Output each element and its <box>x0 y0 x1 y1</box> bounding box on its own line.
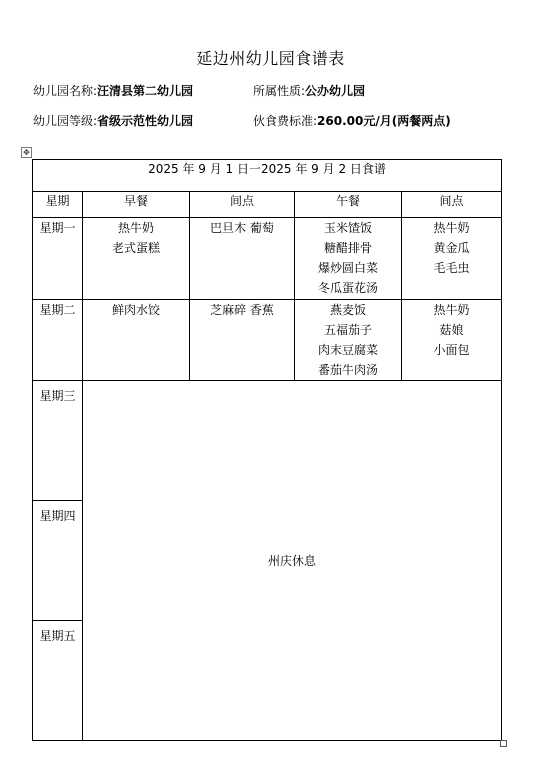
header-breakfast: 早餐 <box>83 192 190 218</box>
menu-item: 番茄牛肉汤 <box>317 363 378 377</box>
header-snack-afternoon: 间点 <box>402 192 502 218</box>
day-cell <box>33 300 83 381</box>
menu-item: 老式蛋糕 <box>111 241 160 255</box>
menu-item: 玉米馇饭 <box>323 221 372 235</box>
snack-afternoon-cell <box>402 300 502 381</box>
kindergarten-name <box>33 82 193 99</box>
menu-item: 燕麦饭 <box>329 303 366 317</box>
menu-item: 菇娘 <box>439 323 464 337</box>
header-snack-morning: 间点 <box>190 192 295 218</box>
paragraph-end-mark <box>500 740 507 747</box>
kindergarten-name-value: 汪清县第二幼儿园 <box>97 84 194 98</box>
menu-item: 热牛奶 <box>433 221 470 235</box>
holiday-rest-cell: 州庆休息 <box>83 381 502 741</box>
page-title: 延边州幼儿园食谱表 <box>196 49 345 68</box>
lunch-cell <box>295 218 402 300</box>
meal-fee-value: 260.00元/月(两餐两点) <box>317 114 451 128</box>
period-row <box>33 160 502 192</box>
menu-item: 鲜肉水饺 <box>111 303 160 317</box>
day-cell-friday: 星期五 <box>33 621 83 741</box>
kindergarten-level-value: 省级示范性幼儿园 <box>97 114 194 128</box>
menu-item: 糖醋排骨 <box>323 241 372 255</box>
breakfast-cell <box>83 218 190 300</box>
table-row <box>33 381 502 501</box>
menu-item: 芝麻碎 香蕉 <box>210 303 274 317</box>
menu-item: 热牛奶 <box>117 221 154 235</box>
period-title: 2025 年 9 月 1 日一2025 年 9 月 2 日食谱 <box>33 160 502 192</box>
day-label: 星期二 <box>39 303 76 317</box>
day-cell <box>33 218 83 300</box>
day-cell-thursday: 星期四 <box>33 501 83 621</box>
menu-item: 小面包 <box>433 343 470 357</box>
kindergarten-nature <box>253 82 365 99</box>
meal-fee <box>253 112 451 129</box>
header-weekday: 星期 <box>33 192 83 218</box>
menu-item: 爆炒圆白菜 <box>317 261 378 275</box>
menu-item: 热牛奶 <box>433 303 470 317</box>
lunch-cell <box>295 300 402 381</box>
kindergarten-name-label: 幼儿园名称: <box>33 84 98 98</box>
header-lunch: 午餐 <box>295 192 402 218</box>
table-row <box>33 218 502 300</box>
menu-item: 肉末豆腐菜 <box>317 343 378 357</box>
day-label: 星期一 <box>39 221 76 235</box>
kindergarten-level-label: 幼儿园等级: <box>33 114 98 128</box>
snack-afternoon-cell <box>402 218 502 300</box>
kindergarten-nature-value: 公办幼儿园 <box>305 84 366 98</box>
breakfast-cell <box>83 300 190 381</box>
menu-item: 黄金瓜 <box>433 241 470 255</box>
kindergarten-level <box>33 112 193 129</box>
snack-morning-cell <box>190 300 295 381</box>
kindergarten-nature-label: 所属性质: <box>253 84 306 98</box>
day-cell-wednesday: 星期三 <box>33 381 83 501</box>
menu-item: 五福茄子 <box>323 323 372 337</box>
table-row <box>33 300 502 381</box>
snack-morning-cell <box>190 218 295 300</box>
header-row <box>33 192 502 218</box>
menu-table <box>32 159 502 741</box>
menu-item: 冬瓜蛋花汤 <box>317 281 378 295</box>
menu-item: 毛毛虫 <box>433 261 470 275</box>
menu-item: 巴旦木 葡萄 <box>210 221 274 235</box>
meal-fee-label: 伙食费标准: <box>253 114 318 128</box>
table-move-handle-icon[interactable]: ✥ <box>21 147 32 158</box>
